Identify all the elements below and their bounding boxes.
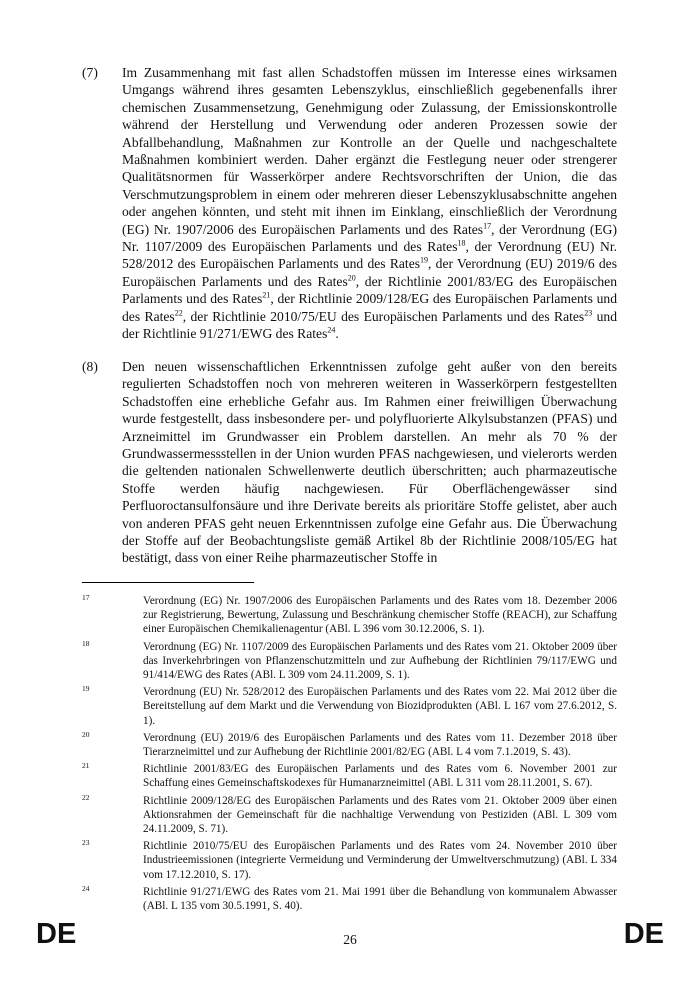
text-run: , der Verordnung (EG) Nr. 1107/2009 des Europäischen Parlaments und des Rates xyxy=(122,221,617,255)
footnote xyxy=(82,594,617,637)
footnote xyxy=(82,794,617,837)
footnote xyxy=(82,762,617,790)
paragraph-text: Den neuen wissenschaftlichen Erkenntnissen zufolge geht außer von den bereits regulierten Schadstoffen noch von mehreren weiteren in Wasserkörpern festgestellten Schadstoffen eine erhebliche Gefahr aus. Im Rahmen einer freiwilligen Überwachung wurde festgestellt, dass insbesondere per- und polyfluorierte Alkylsubstanzen (PFAS) und Arzneimittel im Grundwasser ein Problem darstellen. An mehr als 70 % der Grundwassermessstellen in der Union wurden PFAS nachgewiesen, und vielerorts werden die geltenden nationalen Schwellenwerte deutlich überschritten; auch pharmazeutische Stoffe werden häufig nachgewiesen. Für Oberflächengewässer sind Perfluoroctansulfonsäure und ihre Derivate bereits als prioritäre Stoffe gelistet, aber auch von anderen PFAS geht neuen Erkenntnissen zufolge eine Gefahr aus. Die Überwachung der Stoffe auf der Beobachtungsliste gemäß Artikel 8b der Richtlinie 2008/105/EG hat bestätigt, dass von einer Reihe pharmazeutischer Stoffe in xyxy=(122,359,617,566)
footnote-reference: 18 xyxy=(457,238,466,248)
footnote-number: 18 xyxy=(82,638,90,648)
footnote-text: Verordnung (EU) 2019/6 des Europäischen Parlaments und des Rates vom 11. Dezember 2018 über Tierarzneimittel und zur Aufhebung der Richtlinie 2001/82/EG (ABl. L 4 vom 7.1.2019, S. 43). xyxy=(143,731,617,759)
footnote-number: 19 xyxy=(82,684,90,694)
text-run: , der Richtlinie 2009/128/EG des Europäischen Parlaments und des Rates xyxy=(122,291,617,324)
footnote-reference: 21 xyxy=(262,290,271,300)
language-code-left: DE xyxy=(36,918,77,950)
footnote-text: Richtlinie 2009/128/EG des Europäischen Parlaments und des Rates vom 21. Oktober 2009 über einen Aktionsrahmen der Gemeinschaft für die nachhaltige Verwendung von Pestiziden (ABl. L 309 vom 24.11.2009, S. 71). xyxy=(143,794,617,836)
footnote-number: 22 xyxy=(82,792,90,802)
footnote-number: 17 xyxy=(82,593,90,602)
paragraph-number: (8) xyxy=(82,359,98,374)
footnote xyxy=(82,839,617,882)
footnote-text: Richtlinie 2010/75/EU des Europäischen Parlaments und des Rates vom 24. November 2010 über Industrieemissionen (integrierte Vermeidung und Verminderung der Umweltverschmutzung) (ABl. L 334 vom 17.12.2010, S. 17). xyxy=(143,840,617,881)
footnote-separator xyxy=(82,582,254,583)
footnote-number: 20 xyxy=(82,729,90,739)
footnote-reference: 20 xyxy=(347,273,356,283)
footnote-number: 24 xyxy=(82,883,90,893)
paragraph-7 xyxy=(82,64,617,343)
text-run: , der Richtlinie 2001/83/EG des Europäischen Parlaments und des Rates xyxy=(122,273,617,307)
text-run: Im Zusammenhang mit fast allen Schadstoffen müssen im Interesse eines wirksamen Umgangs während ihres gesamten Lebenszyklus, einschließlich gegebenenfalls ihrer chemischen Zusammensetzung, Genehmigung oder Zulassung, der Emissionskontrolle während der Herstellung und Verwendung oder anderen Prozessen sowie der Abfallbehandlung, Maßnahmen zur Kontrolle an der Quelle und nachgeschaltete Maßnahmen kombiniert werden. Daher ergänzt die Festlegung neuer oder strengerer Qualitätsnormen für Wasserkörper andere Rechtsvorschriften der Union, die das Verschmutzungsproblem in einem oder mehreren dieser Lebenszyklusabschnitte angehen oder angehen könnten, und steht mit ihnen im Einklang, einschließlich der Verordnung (EG) Nr. 1907/2006 des Europäischen Parlaments und des Rates xyxy=(122,65,617,237)
footnote-text: Richtlinie 91/271/EWG des Rates vom 21. Mai 1991 über die Behandlung von kommunalem Abwasser (ABl. L 135 vom 30.5.1991, S. 40). xyxy=(143,885,617,913)
footnote xyxy=(82,731,617,759)
text-run: und der Richtlinie 91/271/EWG des Rates xyxy=(122,308,617,342)
language-code-right: DE xyxy=(623,918,664,950)
text-run: , der Verordnung (EU) Nr. 528/2012 des Europäischen Parlaments und des Rates xyxy=(122,239,617,272)
text-run: , der Richtlinie 2010/75/EU des Europäischen Parlaments und des Rates xyxy=(182,308,585,324)
footnote-number: 23 xyxy=(82,838,90,848)
footnotes xyxy=(82,594,617,916)
text-run: . xyxy=(335,326,339,342)
paragraph-text xyxy=(122,64,617,343)
footnote-text: Verordnung (EU) Nr. 528/2012 des Europäischen Parlaments und des Rates vom 22. Mai 2012 über die Bereitstellung auf dem Markt und die Verwendung von Biozidprodukten (ABl. L 167 vom 27.6.2012, S. 1). xyxy=(143,686,617,727)
footnote-text: Verordnung (EG) Nr. 1907/2006 des Europäischen Parlaments und des Rates vom 18. Dezember 2006 zur Registrierung, Bewertung, Zulassung und Beschränkung chemischer Stoffe (REACH), zur Schaffung einer Europäischen Chemikalienagentur (ABl. L 396 vom 30.12.2006, S. 1). xyxy=(143,595,617,636)
footnote-reference: 19 xyxy=(420,255,429,265)
footnote-reference: 23 xyxy=(584,308,593,318)
footnote-number: 21 xyxy=(82,761,90,771)
footnote xyxy=(82,885,617,913)
footnote-reference: 22 xyxy=(174,308,183,318)
footnote xyxy=(82,685,617,728)
paragraph-number: (7) xyxy=(82,65,98,80)
page-number: 26 xyxy=(343,932,357,947)
text-run: , der Verordnung (EU) 2019/6 des Europäischen Parlaments und des Rates xyxy=(122,256,617,289)
footnote-reference: 17 xyxy=(483,221,492,231)
footnote-reference: 24 xyxy=(327,325,336,335)
footnote xyxy=(82,640,617,683)
footnote-text: Verordnung (EG) Nr. 1107/2009 des Europäischen Parlaments und des Rates vom 21. Oktober 2009 über das Inverkehrbringen von Pflanzenschutzmitteln und zur Aufhebung der Richtlinien 79/117/EWG und 91/414/EWG des Rates (ABl. L 309 vom 24.11.2009, S. 1). xyxy=(143,640,617,682)
paragraph-8 xyxy=(82,358,617,567)
footnote-text: Richtlinie 2001/83/EG des Europäischen Parlaments und des Rates vom 6. November 2001 zur Schaffung eines Gemeinschaftskodexes für Humanarzneimittel (ABl. L 311 vom 28.11.2001, S. 67). xyxy=(143,763,617,790)
